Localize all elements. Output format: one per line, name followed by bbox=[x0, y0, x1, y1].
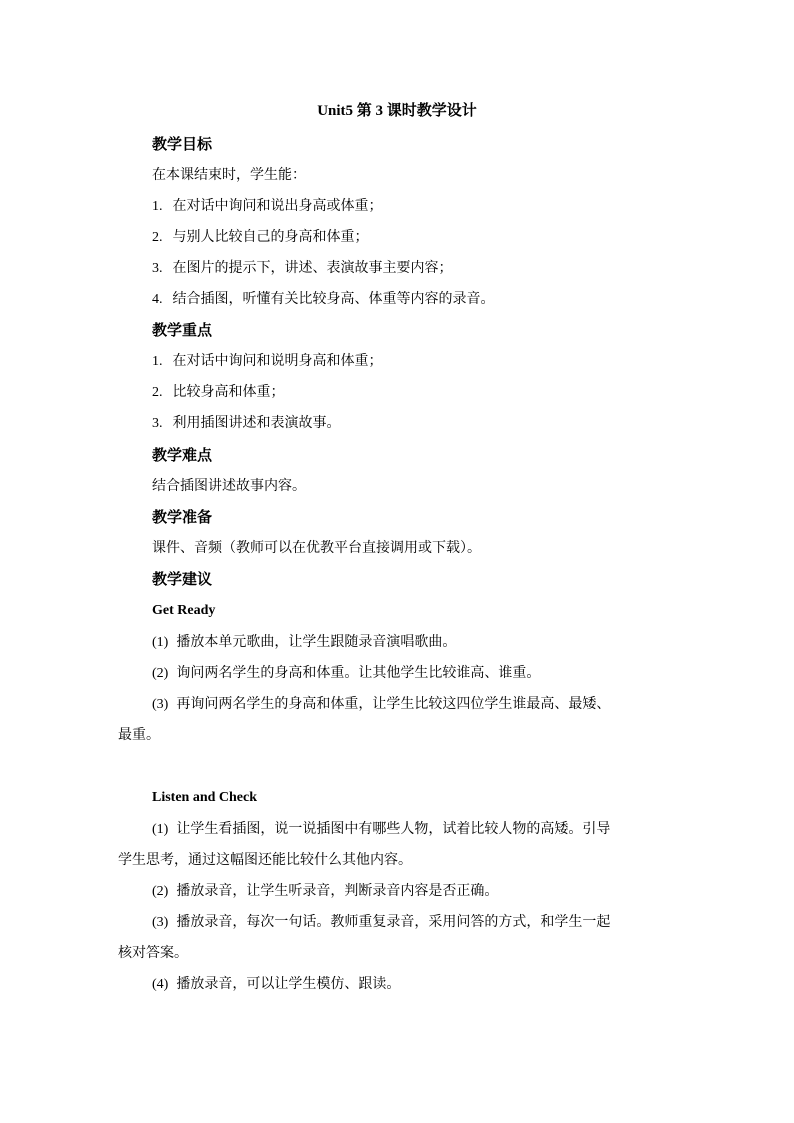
objective-item bbox=[152, 257, 453, 280]
item-number: 1. bbox=[152, 354, 163, 369]
key-point-item bbox=[152, 381, 285, 404]
listen-check-item bbox=[152, 818, 610, 841]
item-number: (3) bbox=[152, 697, 169, 712]
item-continuation: 核对答案。 bbox=[118, 945, 188, 961]
item-number: 3. bbox=[152, 261, 163, 276]
item-number: (2) bbox=[152, 666, 169, 681]
listen-check-item bbox=[152, 880, 498, 903]
objective-item bbox=[152, 195, 383, 218]
item-text: 让学生看插图，说一说插图中有哪些人物，试着比较人物的高矮。引导 bbox=[176, 821, 611, 837]
item-text: 比较身高和体重； bbox=[172, 384, 285, 400]
item-number: 1. bbox=[152, 199, 163, 214]
get-ready-item bbox=[152, 631, 456, 654]
item-text: 播放录音，让学生听录音，判断录音内容是否正确。 bbox=[176, 883, 499, 899]
key-point-item bbox=[152, 350, 383, 373]
objectives-intro: 在本课结束时，学生能： bbox=[152, 167, 306, 183]
item-number: 2. bbox=[152, 385, 163, 400]
key-point-item bbox=[152, 412, 341, 435]
preparation-heading: 教学准备 bbox=[152, 508, 213, 526]
item-number: 3. bbox=[152, 416, 163, 431]
item-text: 结合插图，听懂有关比较身高、体重等内容的录音。 bbox=[172, 291, 495, 307]
item-text: 与别人比较自己的身高和体重； bbox=[172, 229, 369, 245]
document-title: Unit5 第 3 课时教学设计 bbox=[317, 103, 477, 119]
item-text: 播放录音，每次一句话。教师重复录音，采用问答的方式，和学生一起 bbox=[176, 914, 611, 930]
suggestions-heading: 教学建议 bbox=[152, 570, 213, 588]
item-text: 在对话中询问和说出身高或体重； bbox=[172, 198, 383, 214]
item-number: (1) bbox=[152, 635, 169, 650]
item-continuation: 学生思考，通过这幅图还能比较什么其他内容。 bbox=[118, 852, 412, 868]
get-ready-item bbox=[152, 693, 610, 716]
item-number: 2. bbox=[152, 230, 163, 245]
listen-check-item bbox=[152, 973, 400, 996]
objectives-heading: 教学目标 bbox=[152, 135, 213, 153]
item-text: 播放录音，可以让学生模仿、跟读。 bbox=[176, 976, 401, 992]
objective-item bbox=[152, 226, 369, 249]
item-text: 在对话中询问和说明身高和体重； bbox=[172, 353, 383, 369]
item-number: 4. bbox=[152, 292, 163, 307]
item-number: (1) bbox=[152, 822, 169, 837]
listen-check-heading: Listen and Check bbox=[152, 790, 258, 805]
item-number: (4) bbox=[152, 977, 169, 992]
item-text: 在图片的提示下，讲述、表演故事主要内容； bbox=[172, 260, 453, 276]
item-number: (3) bbox=[152, 915, 169, 930]
get-ready-heading: Get Ready bbox=[152, 603, 216, 618]
preparation-text: 课件、音频（教师可以在优教平台直接调用或下载）。 bbox=[152, 540, 481, 556]
difficulties-text: 结合插图讲述故事内容。 bbox=[152, 478, 306, 494]
item-text: 播放本单元歌曲，让学生跟随录音演唱歌曲。 bbox=[176, 634, 457, 650]
item-text: 利用插图讲述和表演故事。 bbox=[172, 415, 341, 431]
key-points-heading: 教学重点 bbox=[152, 321, 213, 339]
item-text: 询问两名学生的身高和体重。让其他学生比较谁高、谁重。 bbox=[176, 665, 541, 681]
item-text: 再询问两名学生的身高和体重，让学生比较这四位学生谁最高、最矮、 bbox=[176, 696, 611, 712]
difficulties-heading: 教学难点 bbox=[152, 446, 213, 464]
listen-check-item bbox=[152, 911, 610, 934]
item-continuation: 最重。 bbox=[118, 727, 160, 743]
get-ready-item bbox=[152, 662, 540, 685]
item-number: (2) bbox=[152, 884, 169, 899]
objective-item bbox=[152, 288, 495, 311]
